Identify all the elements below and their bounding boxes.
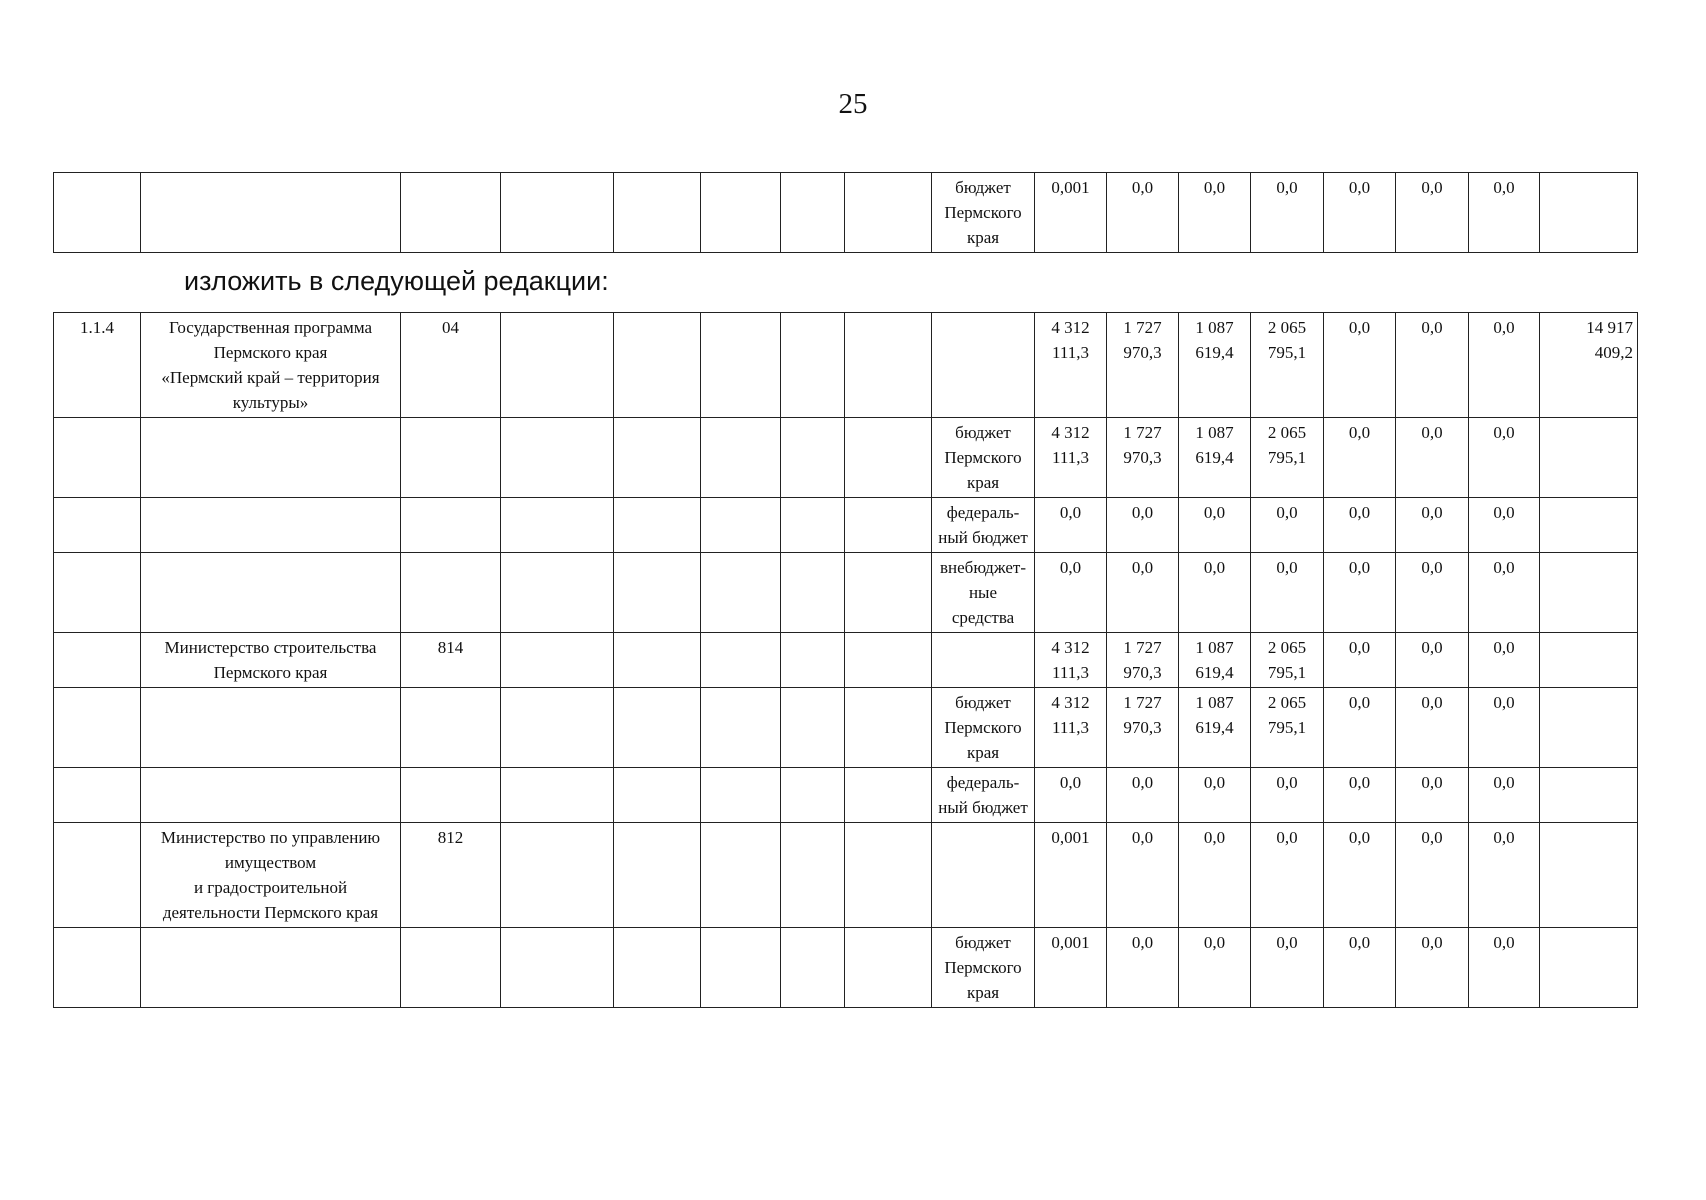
value-cell: 1 727 970,3	[1107, 633, 1179, 688]
empty-cell	[501, 173, 614, 253]
table-row	[54, 688, 1638, 768]
total-cell	[1540, 768, 1638, 823]
empty-cell	[781, 173, 845, 253]
empty-cell	[614, 173, 701, 253]
code-cell: 812	[401, 823, 501, 928]
empty-cell	[845, 688, 932, 768]
empty-cell	[701, 928, 781, 1008]
code-cell	[401, 498, 501, 553]
empty-cell	[845, 928, 932, 1008]
funding-source-cell: федераль- ный бюджет	[932, 768, 1035, 823]
value-cell: 0,0	[1469, 173, 1540, 253]
value-cell: 0,0	[1396, 633, 1469, 688]
table-row	[54, 768, 1638, 823]
value-cell: 0,0	[1107, 173, 1179, 253]
value-cell: 0,0	[1324, 688, 1396, 768]
value-cell: 0,0	[1469, 928, 1540, 1008]
empty-cell	[781, 633, 845, 688]
value-cell: 0,0	[1324, 553, 1396, 633]
empty-cell	[845, 768, 932, 823]
amendment-instruction: изложить в следующей редакции:	[184, 266, 609, 296]
code-cell	[401, 418, 501, 498]
value-cell: 0,0	[1251, 173, 1324, 253]
value-cell: 0,0	[1396, 313, 1469, 418]
value-cell: 4 312 111,3	[1035, 418, 1107, 498]
empty-cell	[614, 823, 701, 928]
empty-cell	[614, 928, 701, 1008]
value-cell: 0,0	[1396, 418, 1469, 498]
empty-cell	[701, 633, 781, 688]
value-cell: 0,0	[1469, 768, 1540, 823]
value-cell: 0,0	[1035, 768, 1107, 823]
value-cell: 0,0	[1179, 498, 1251, 553]
total-cell	[1540, 823, 1638, 928]
row-number-cell	[54, 928, 141, 1008]
empty-cell	[614, 633, 701, 688]
value-cell: 0,0	[1396, 173, 1469, 253]
value-cell: 0,0	[1324, 313, 1396, 418]
value-cell: 4 312 111,3	[1035, 313, 1107, 418]
value-cell: 0,0	[1179, 823, 1251, 928]
row-number-cell	[54, 498, 141, 553]
value-cell: 0,0	[1251, 823, 1324, 928]
code-cell	[401, 768, 501, 823]
value-cell: 0,0	[1396, 823, 1469, 928]
table-row	[54, 633, 1638, 688]
value-cell: 2 065 795,1	[1251, 418, 1324, 498]
program-name-cell	[141, 688, 401, 768]
page-number: 25	[838, 88, 868, 120]
row-number-cell: 1.1.4	[54, 313, 141, 418]
value-cell: 0,0	[1396, 928, 1469, 1008]
funding-source-cell: федераль- ный бюджет	[932, 498, 1035, 553]
table-row	[54, 313, 1638, 418]
code-cell	[401, 553, 501, 633]
value-cell: 0,0	[1469, 633, 1540, 688]
value-cell: 0,0	[1179, 928, 1251, 1008]
empty-cell	[701, 768, 781, 823]
empty-cell	[701, 553, 781, 633]
code-cell	[401, 688, 501, 768]
value-cell: 0,0	[1107, 498, 1179, 553]
program-name-cell: Министерство строительства Пермского края	[141, 633, 401, 688]
total-cell	[1540, 553, 1638, 633]
value-cell: 0,001	[1035, 823, 1107, 928]
value-cell: 0,0	[1469, 313, 1540, 418]
value-cell: 1 087 619,4	[1179, 418, 1251, 498]
row-number-cell	[54, 688, 141, 768]
value-cell: 0,0	[1107, 768, 1179, 823]
value-cell: 0,0	[1324, 498, 1396, 553]
empty-cell	[501, 633, 614, 688]
value-cell: 2 065 795,1	[1251, 313, 1324, 418]
row-number-cell	[54, 418, 141, 498]
empty-cell	[701, 313, 781, 418]
empty-cell	[845, 633, 932, 688]
program-name-cell	[141, 418, 401, 498]
value-cell: 0,0	[1035, 498, 1107, 553]
empty-cell	[701, 498, 781, 553]
value-cell: 4 312 111,3	[1035, 633, 1107, 688]
empty-cell	[501, 768, 614, 823]
funding-source-cell	[932, 633, 1035, 688]
value-cell: 0,001	[1035, 928, 1107, 1008]
empty-cell	[501, 498, 614, 553]
main-table	[53, 312, 1638, 1008]
empty-cell	[781, 768, 845, 823]
empty-cell	[501, 928, 614, 1008]
value-cell: 1 087 619,4	[1179, 633, 1251, 688]
value-cell: 0,0	[1396, 553, 1469, 633]
value-cell: 0,0	[1469, 418, 1540, 498]
empty-cell	[845, 173, 932, 253]
empty-cell	[701, 418, 781, 498]
empty-cell	[501, 823, 614, 928]
empty-cell	[845, 313, 932, 418]
total-cell	[1540, 173, 1638, 253]
code-cell: 04	[401, 313, 501, 418]
row-number-cell	[54, 633, 141, 688]
code-cell	[401, 928, 501, 1008]
empty-cell	[501, 553, 614, 633]
value-cell: 0,0	[1469, 498, 1540, 553]
row-number-cell	[54, 823, 141, 928]
value-cell: 0,0	[1324, 418, 1396, 498]
empty-cell	[614, 688, 701, 768]
empty-cell	[781, 823, 845, 928]
value-cell: 0,0	[1251, 498, 1324, 553]
empty-cell	[614, 768, 701, 823]
program-name-cell	[141, 553, 401, 633]
empty-cell	[614, 498, 701, 553]
total-cell: 14 917 409,2	[1540, 313, 1638, 418]
empty-cell	[501, 688, 614, 768]
value-cell: 0,0	[1469, 688, 1540, 768]
value-cell: 0,001	[1035, 173, 1107, 253]
empty-cell	[845, 418, 932, 498]
value-cell: 0,0	[1396, 768, 1469, 823]
empty-cell	[781, 313, 845, 418]
empty-cell	[781, 553, 845, 633]
value-cell: 0,0	[1469, 823, 1540, 928]
top-table	[53, 172, 1638, 253]
value-cell: 1 727 970,3	[1107, 418, 1179, 498]
value-cell: 2 065 795,1	[1251, 688, 1324, 768]
funding-source-cell: бюджет Пермского края	[932, 928, 1035, 1008]
empty-cell	[614, 418, 701, 498]
empty-cell	[781, 928, 845, 1008]
value-cell: 0,0	[1324, 768, 1396, 823]
value-cell: 0,0	[1179, 173, 1251, 253]
row-number-cell	[54, 173, 141, 253]
table-row	[54, 498, 1638, 553]
value-cell: 0,0	[1324, 633, 1396, 688]
table-row	[54, 173, 1638, 253]
value-cell: 4 312 111,3	[1035, 688, 1107, 768]
value-cell: 0,0	[1179, 553, 1251, 633]
total-cell	[1540, 688, 1638, 768]
empty-cell	[701, 823, 781, 928]
funding-source-cell	[932, 313, 1035, 418]
empty-cell	[501, 313, 614, 418]
value-cell: 0,0	[1107, 928, 1179, 1008]
funding-source-cell: внебюджет- ные средства	[932, 553, 1035, 633]
table-row	[54, 553, 1638, 633]
empty-cell	[845, 823, 932, 928]
total-cell	[1540, 928, 1638, 1008]
funding-source-cell: бюджет Пермского края	[932, 418, 1035, 498]
program-name-cell: Министерство по управлению имуществом и градостроительной деятельности Пермского края	[141, 823, 401, 928]
empty-cell	[781, 418, 845, 498]
empty-cell	[701, 173, 781, 253]
total-cell	[1540, 633, 1638, 688]
value-cell: 0,0	[1251, 928, 1324, 1008]
value-cell: 0,0	[1469, 553, 1540, 633]
program-name-cell	[141, 173, 401, 253]
row-number-cell	[54, 553, 141, 633]
value-cell: 1 727 970,3	[1107, 313, 1179, 418]
program-name-cell	[141, 498, 401, 553]
value-cell: 1 727 970,3	[1107, 688, 1179, 768]
table-row	[54, 823, 1638, 928]
code-cell	[401, 173, 501, 253]
row-number-cell	[54, 768, 141, 823]
value-cell: 0,0	[1324, 928, 1396, 1008]
value-cell: 0,0	[1324, 173, 1396, 253]
empty-cell	[845, 553, 932, 633]
empty-cell	[781, 498, 845, 553]
funding-source-cell	[932, 823, 1035, 928]
value-cell: 0,0	[1396, 688, 1469, 768]
funding-source-cell: бюджет Пермского края	[932, 688, 1035, 768]
value-cell: 0,0	[1035, 553, 1107, 633]
value-cell: 0,0	[1251, 553, 1324, 633]
total-cell	[1540, 498, 1638, 553]
value-cell: 0,0	[1251, 768, 1324, 823]
funding-source-cell: бюджет Пермского края	[932, 173, 1035, 253]
table-row	[54, 928, 1638, 1008]
empty-cell	[614, 553, 701, 633]
value-cell: 1 087 619,4	[1179, 313, 1251, 418]
table-row	[54, 418, 1638, 498]
empty-cell	[614, 313, 701, 418]
value-cell: 0,0	[1107, 553, 1179, 633]
empty-cell	[845, 498, 932, 553]
code-cell: 814	[401, 633, 501, 688]
program-name-cell: Государственная программа Пермского края «Пермский край – территория культуры»	[141, 313, 401, 418]
program-name-cell	[141, 928, 401, 1008]
total-cell	[1540, 418, 1638, 498]
empty-cell	[781, 688, 845, 768]
value-cell: 0,0	[1324, 823, 1396, 928]
program-name-cell	[141, 768, 401, 823]
value-cell: 0,0	[1107, 823, 1179, 928]
value-cell: 0,0	[1396, 498, 1469, 553]
empty-cell	[501, 418, 614, 498]
empty-cell	[701, 688, 781, 768]
value-cell: 0,0	[1179, 768, 1251, 823]
value-cell: 1 087 619,4	[1179, 688, 1251, 768]
value-cell: 2 065 795,1	[1251, 633, 1324, 688]
